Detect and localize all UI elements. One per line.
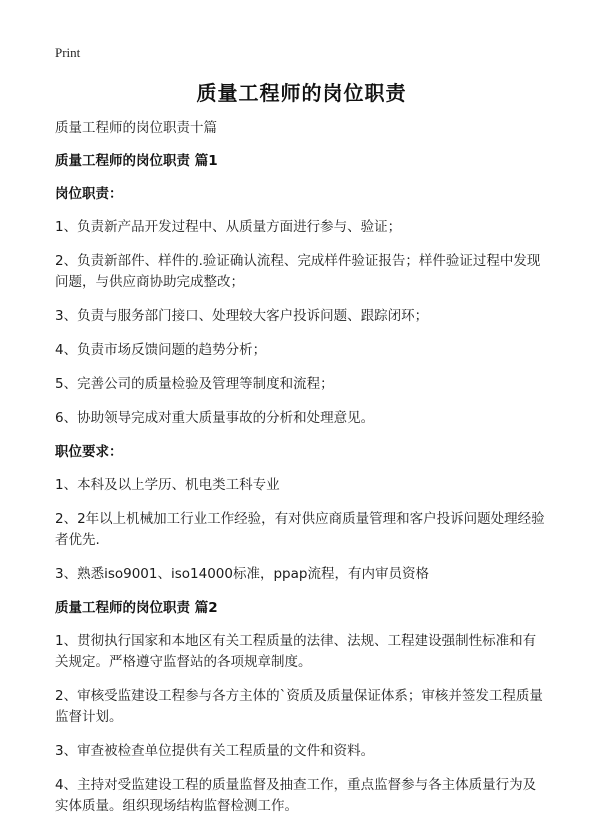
requirement-item: 1、本科及以上学历、机电类工科专业: [55, 477, 280, 493]
section-2-item: 3、审查被检查单位提供有关工程质量的文件和资料。: [55, 743, 375, 759]
page-title: 质量工程师的岗位职责: [196, 81, 407, 105]
section-2-item: 4、主持对受监建设工程的质量监督及抽查工作，重点监督参与各主体质量行为及实体质量。组织现场结构监督检测工作。: [55, 777, 537, 814]
section-2-item: 1、贯彻执行国家和本地区有关工程质量的法律、法规、工程建设强制性标准和有关规定。严格遵守监督站的各项规章制度。: [55, 633, 537, 670]
duty-item: 1、负责新产品开发过程中、从质量方面进行参与、验证；: [55, 219, 402, 235]
requirement-item: 3、熟悉iso9001、iso14000标准，ppap流程，有内审员资格: [55, 566, 429, 582]
duty-item: 4、负责市场反馈问题的趋势分析；: [55, 342, 267, 358]
document-subtitle: 质量工程师的岗位职责十篇: [55, 120, 217, 136]
duties-heading: 岗位职责：: [55, 186, 123, 202]
section-2-item: 2、审核受监建设工程参与各方主体的`资质及质量保证体系；审核并签发工程质量监督计划。: [55, 688, 543, 725]
duty-item: 3、负责与服务部门接口、处理较大客户投诉问题、跟踪闭环；: [55, 308, 429, 324]
duty-item: 6、协助领导完成对重大质量事故的分析和处理意见。: [55, 410, 375, 426]
requirement-item: 2、2年以上机械加工行业工作经验，有对供应商质量管理和客户投诉问题处理经验者优先.: [55, 511, 545, 548]
requirements-heading: 职位要求：: [55, 444, 123, 460]
duty-item: 5、完善公司的质量检验及管理等制度和流程；: [55, 376, 334, 392]
print-label: Print: [55, 45, 81, 60]
duty-item: 2、负责新部件、样件的.验证确认流程、完成样件验证报告；样件验证过程中发现问题，与供应商协助完成整改；: [55, 253, 541, 290]
section-2-heading: 质量工程师的岗位职责 篇2: [55, 600, 218, 616]
section-1-heading: 质量工程师的岗位职责 篇1: [55, 153, 218, 169]
